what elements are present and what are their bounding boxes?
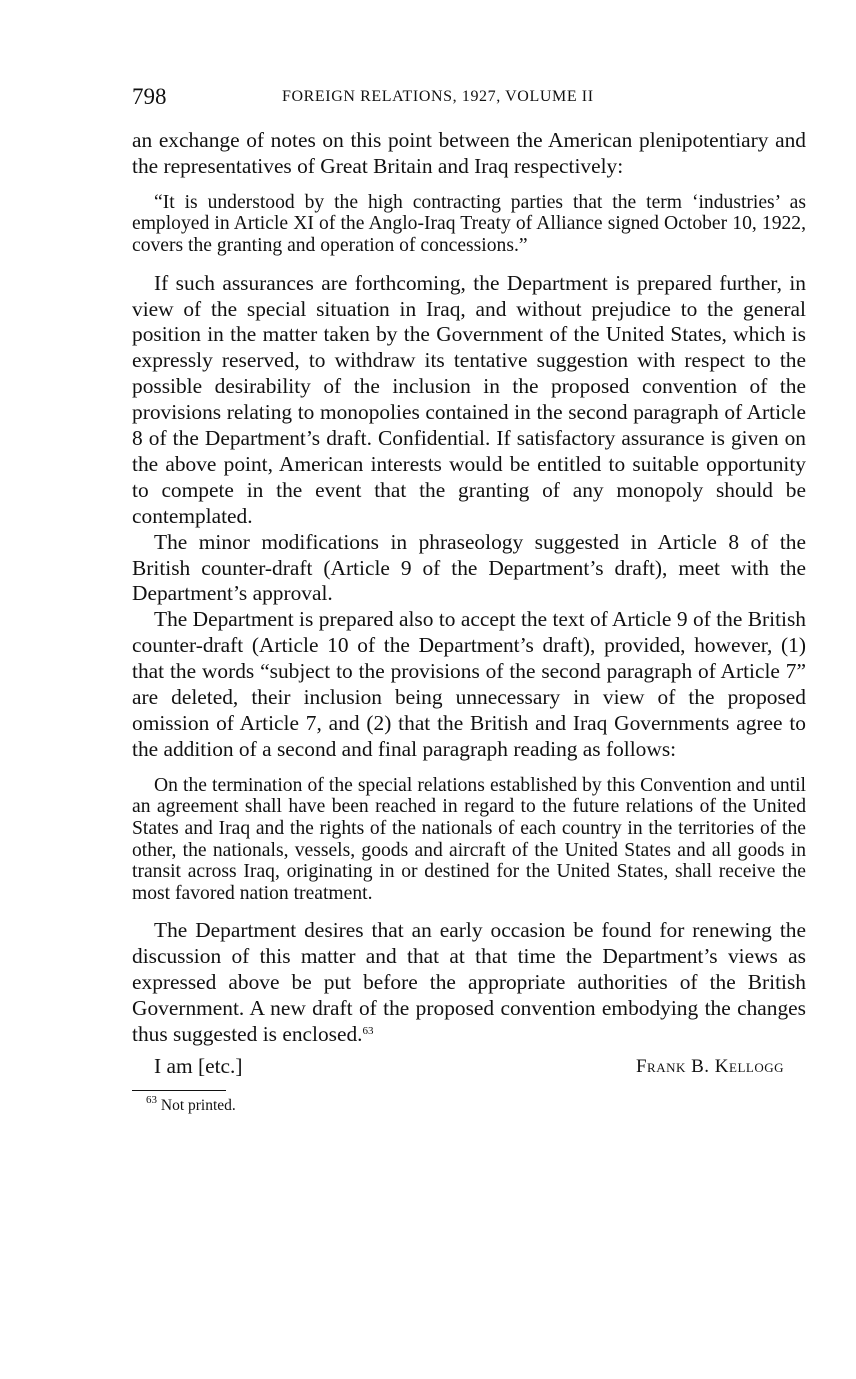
footnote-divider [132,1090,226,1091]
closing-text: I am [etc.] [154,1053,243,1078]
block-quote-2 [132,775,806,905]
document-page [132,84,806,1115]
paragraph-1: an exchange of notes on this point between the American plenipotentiary and the representatives of Great Britain and Iraq respectively: [132,128,806,178]
footnote-marker: 63 [146,1093,157,1106]
paragraph-5-text: The Department desires that an early occasion be found for renewing the discussion of this matter and that at that time the Department’s views as expressed above be put before the appropriate authorities of the British Government. A new draft of the proposed convention embodying the changes thus suggested is enclosed. [132,918,806,1046]
paragraph-5 [132,918,806,1048]
paragraph-3: The minor modifications in phraseology suggested in Article 8 of the British counter-draft (Article 9 of the Department’s draft), meet with the Department’s approval. [132,529,806,606]
quote-2-text: On the termination of the special relations established by this Convention and until an agreement shall have been reached in regard to the future relations of the United States and Iraq and the rights of the nationals of each country in the territories of the other, the nationals, vessels, goods and aircraft of the United States and all goods in transit across Iraq, originating in or destined for the United States, shall receive the most favored nation treatment. [132,774,806,904]
running-head: FOREIGN RELATIONS, 1927, VOLUME II [282,88,594,105]
page-header [132,84,806,114]
block-quote-1 [132,192,806,257]
signature: Frank B. Kellogg [635,1055,784,1077]
document-body [132,128,806,1048]
paragraph-2: If such assurances are forthcoming, the Department is prepared further, in view of the special situation in Iraq, and without prejudice to the general position in the matter taken by the Government of the United States, which is expressly reserved, to withdraw its tentative suggestion with respect to the possible desirability of the inclusion in the proposed convention of the provisions relating to monopolies contained in the second paragraph of Article 8 of the Department’s draft. Confidential. If satisfactory assurance is given on the above point, American interests would be entitled to suitable opportunity to compete in the event that the granting of any monopoly should be contemplated. [132,270,806,528]
paragraph-4: The Department is prepared also to accept the text of Article 9 of the British counter-draft (Article 10 of the Department’s draft), provided, however, (1) that the words “subject to the provisions of the second paragraph of Article 7” are deleted, their inclusion being unnecessary in view of the proposed omission of Article 7, and (2) that the British and Iraq Governments agree to the addition of a second and final paragraph reading as follows: [132,607,806,761]
closing-row [132,1054,806,1084]
footnote [132,1093,806,1115]
quote-1-text: “It is understood by the high contracting parties that the term ‘industries’ as employed in Article XI of the Anglo-Iraq Treaty of Alliance signed October 10, 1922, covers the granting and operation of concessions.” [132,191,806,256]
footnote-text: Not printed. [160,1096,236,1114]
page-number: 798 [132,84,167,109]
footnote-reference: 63 [362,1025,374,1037]
